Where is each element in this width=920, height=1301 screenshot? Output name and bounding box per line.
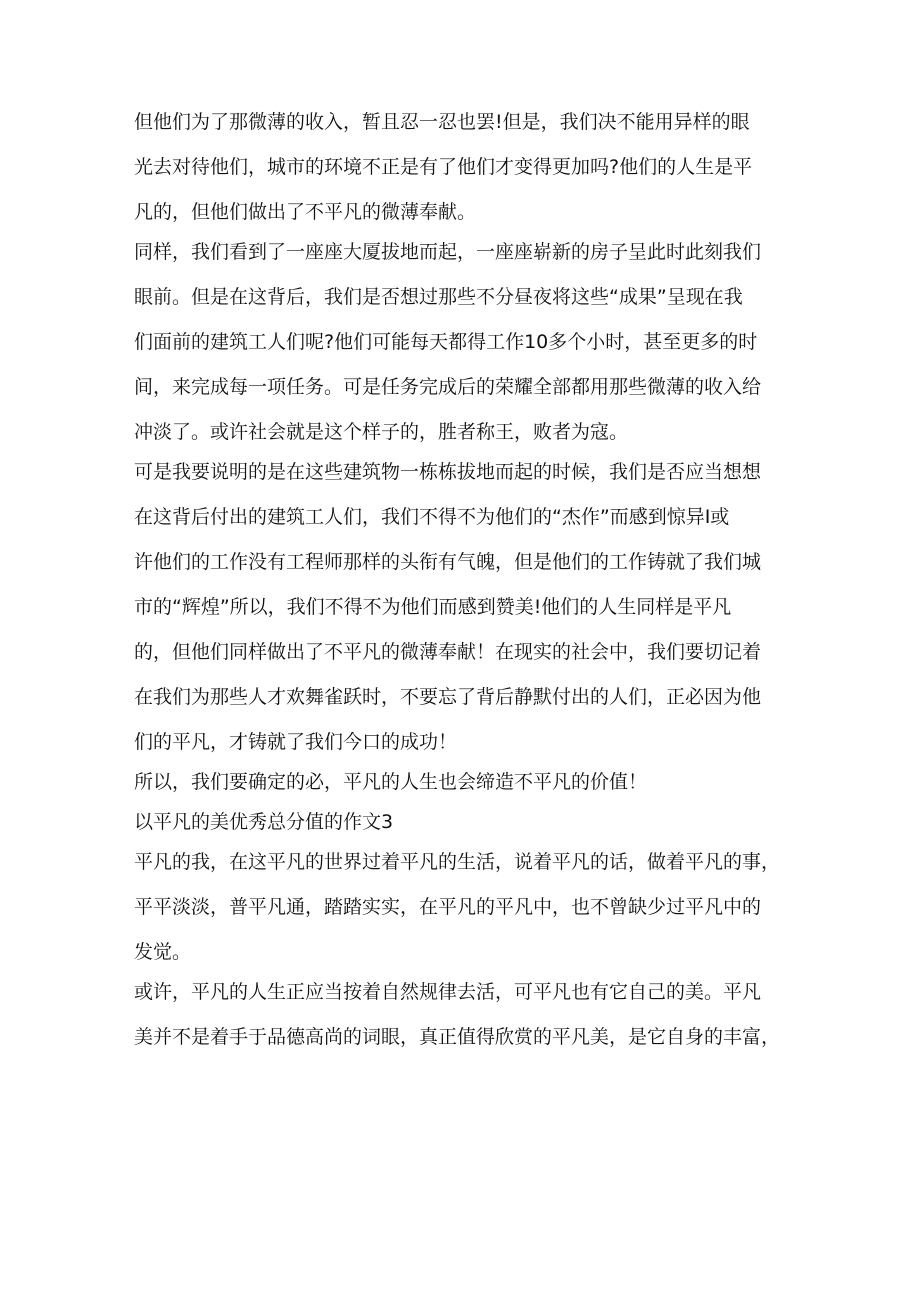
text-line: 间，来完成每一项任务。可是任务完成后的荣耀全部都用那些微薄的收入给 — [134, 376, 762, 398]
text-line: 或许，平凡的人生正应当按着自然规律去活，可平凡也有它自己的美。平凡 — [134, 981, 762, 1003]
text-line: 市的“辉煌”所以，我们不得不为他们而感到赞美!他们的人生同样是平凡 — [134, 596, 732, 618]
paragraph-1 — [134, 110, 790, 224]
text-line: 们面前的建筑工人们呢?他们可能每天都得工作10多个小时，甚至更多的时 — [134, 331, 758, 353]
text-line: 但他们为了那微薄的收入，暂且忍一忍也罢!但是，我们决不能用异样的眼 — [134, 111, 750, 133]
text-line: 可是我要说明的是在这些建筑物一栋栋拔地而起的时候，我们是否应当想想 — [134, 461, 762, 483]
text-line: 所以，我们要确定的必，平凡的人生也会缔造不平凡的价值！ — [134, 771, 648, 793]
text-line: 在我们为那些人才欢舞雀跃时，不要忘了背后静默付出的人们，正必因为他 — [134, 686, 762, 708]
section-heading: 以平凡的美优秀总分值的作文3 — [134, 811, 394, 833]
essay-heading — [134, 810, 790, 834]
text-line: 的，但他们同样做出了不平凡的微薄奉献！在现实的社会中，我们要切记着 — [134, 641, 762, 663]
text-line: 平凡的我，在这平凡的世界过着平凡的生活，说着平凡的话，做着平凡的事， — [134, 851, 781, 873]
paragraph-5 — [134, 850, 790, 964]
paragraph-4 — [134, 770, 790, 794]
document-body — [134, 110, 790, 1070]
text-line: 同样，我们看到了一座座大厦拔地而起，一座座崭新的房子呈此时此刻我们 — [134, 241, 762, 263]
paragraph-6 — [134, 980, 790, 1049]
text-line: 光去对待他们，城市的环境不正是有了他们才变得更加吗?他们的人生是平 — [134, 156, 753, 178]
text-line: 许他们的工作没有工程师那样的头衔有气魄，但是他们的工作铸就了我们城 — [134, 551, 762, 573]
text-line: 平平淡淡，普平凡通，踏踏实实，在平凡的平凡中，也不曾缺少过平凡中的 — [134, 896, 762, 918]
paragraph-2 — [134, 240, 790, 444]
text-line: 美并不是着手于品德高尚的词眼，真正值得欣赏的平凡美，是它自身的丰富， — [134, 1026, 781, 1048]
text-line: 凡的，但他们做出了不平凡的微薄奉献。 — [134, 201, 477, 223]
text-line: 冲淡了。或许社会就是这个样子的，胜者称王，败者为寇。 — [134, 421, 629, 443]
text-line: 眼前。但是在这背后，我们是否想过那些不分昼夜将这些“成果”呈现在我 — [134, 286, 743, 308]
text-line: 发觉。 — [134, 941, 192, 963]
text-line: 在这背后付出的建筑工人们，我们不得不为他们的“杰作”而感到惊异I或 — [134, 506, 730, 528]
paragraph-3 — [134, 460, 790, 754]
text-line: 们的平凡，才铸就了我们今口的成功！ — [134, 731, 458, 753]
